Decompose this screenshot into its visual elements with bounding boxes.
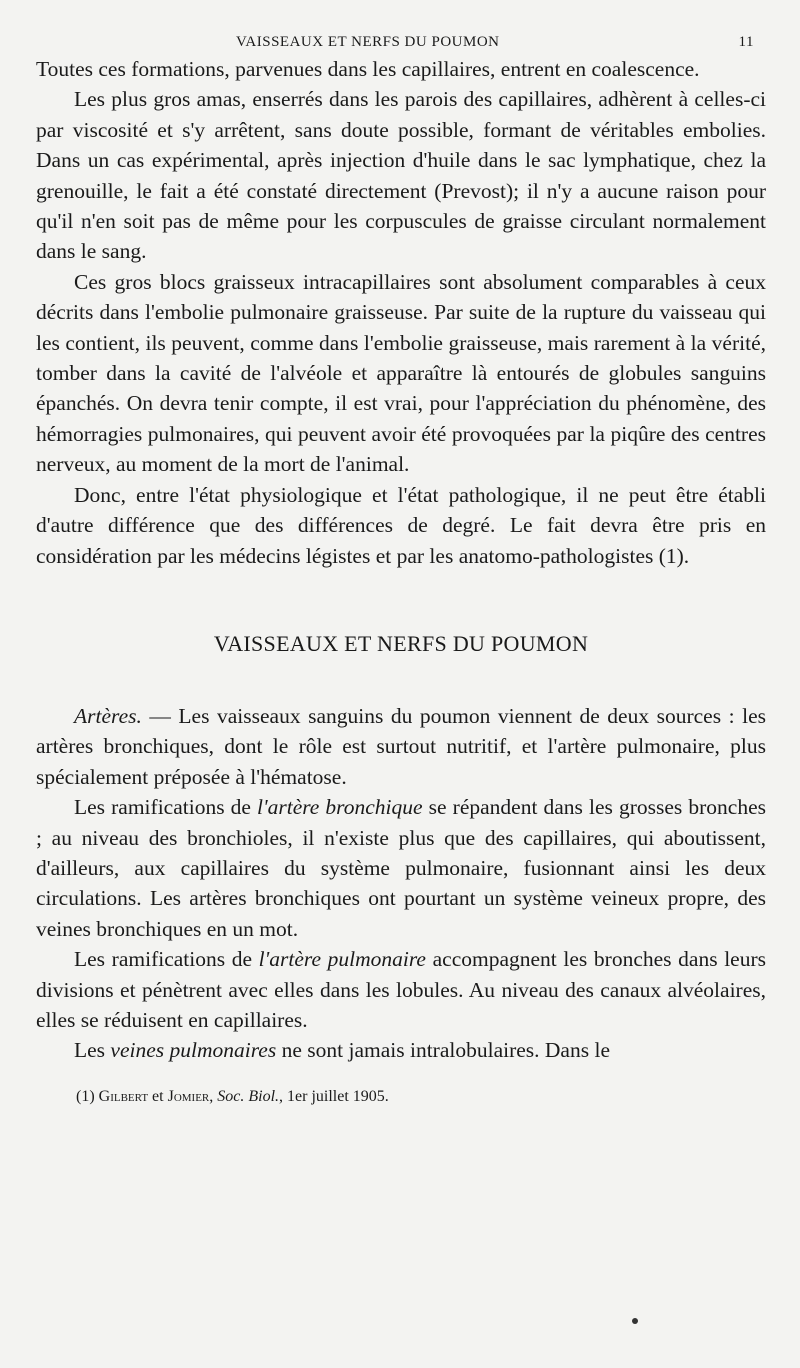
footnote-connector: et <box>148 1087 168 1105</box>
paragraph-veines-pulmonaires <box>36 1035 766 1065</box>
footnote-marker: (1) <box>76 1087 99 1105</box>
footnote-date: , 1er juillet 1905. <box>279 1087 389 1105</box>
pulmonaire-term: l'artère pulmonaire <box>258 947 426 972</box>
pulmonaire-before: Les ramifications de <box>74 947 259 972</box>
bronchique-term: l'artère bronchique <box>257 795 423 820</box>
section-heading: VAISSEAUX ET NERFS DU POUMON <box>213 630 589 656</box>
paragraph-artere-bronchique <box>36 792 766 944</box>
body-text <box>36 54 766 1066</box>
ink-spot <box>632 1318 638 1324</box>
veines-term: veines pulmonaires <box>110 1038 277 1063</box>
pulmonaire-after: accompagnent les bronches dans leurs divisions et pénètrent avec elles dans les lobules. Au niveau des canaux alvéolaires, elles se réduisent en capillaires. <box>36 947 766 1032</box>
paragraph-conclusion: Donc, entre l'état physiologique et l'état pathologique, il ne peut être établi d'autre différence que des différences de degré. Le fait devra être pris en considération par les médecins légistes et par les anatomo-pathologistes (1). <box>36 482 766 568</box>
paragraph-arteres <box>36 701 766 792</box>
veines-after: ne sont jamais intralobulaires. Dans le <box>276 1038 610 1063</box>
book-page <box>36 28 766 1106</box>
running-head <box>36 28 766 54</box>
paragraph-coalescence: Toutes ces formations, parvenues dans les capillaires, entrent en coalescence. <box>36 57 700 81</box>
bronchique-after: se répandent dans les grosses bronches ; au niveau des bronchioles, il n'existe plus que des capillaires, qui aboutissent, d'ailleurs, aux capillaires du système pulmonaire, fusionnant ainsi les deux circulations. Les artères bronchiques ont pourtant un système veineux propre, des veines bronchiques en un mot. <box>36 795 766 941</box>
footnote-journal: Soc. Biol. <box>217 1087 280 1105</box>
footnote <box>36 1088 766 1106</box>
arteres-lead: Artères. <box>74 703 142 728</box>
page-number: 11 <box>738 34 754 50</box>
veines-before: Les <box>74 1038 111 1063</box>
arteres-text: — Les vaisseaux sanguins du poumon viennent de deux sources : les artères bronchiques, dont le rôle est surtout nutritif, et l'artère pulmonaire, plus spécialement préposée à l'hématose. <box>36 703 766 789</box>
bronchique-before: Les ramifications de <box>74 795 258 820</box>
footnote-author-gilbert: Gilbert <box>98 1087 149 1105</box>
footnote-separator: , <box>209 1087 218 1105</box>
paragraph-blocs-graisseux: Ces gros blocs graisseux intracapillaires sont absolument comparables à ceux décrits dans l'embolie pulmonaire graisseuse. Par suite de la rupture du vaisseau qui les contient, ils peuvent, comme dans l'embolie graisseuse, mais rarement à la vérité, tomber dans la cavité de l'alvéole et apparaître là entourés de globules sanguins épanchés. On devra tenir compte, il est vrai, pour l'appréciation du phénomène, des hémorragies pulmonaires, qui peuvent avoir été provoquées par la piqûre des centres nerveux, au moment de la mort de l'animal. <box>36 269 766 477</box>
running-head-title: VAISSEAUX ET NERFS DU POUMON <box>236 34 500 50</box>
footnote-author-jomier: Jomier <box>167 1087 210 1105</box>
paragraph-artere-pulmonaire <box>36 944 766 1035</box>
paragraph-embolies: Les plus gros amas, enserrés dans les parois des capillaires, adhèrent à celles-ci par viscosité et s'y arrêtent, sans doute possible, formant de véritables embolies. Dans un cas expérimental, après injection d'huile dans le sac lymphatique, chez la grenouille, le fait a été constaté directement (Prevost); il n'y a aucune raison pour qu'il n'en soit pas de même pour les corpuscules de graisse circulant normalement dans le sang. <box>36 87 766 264</box>
